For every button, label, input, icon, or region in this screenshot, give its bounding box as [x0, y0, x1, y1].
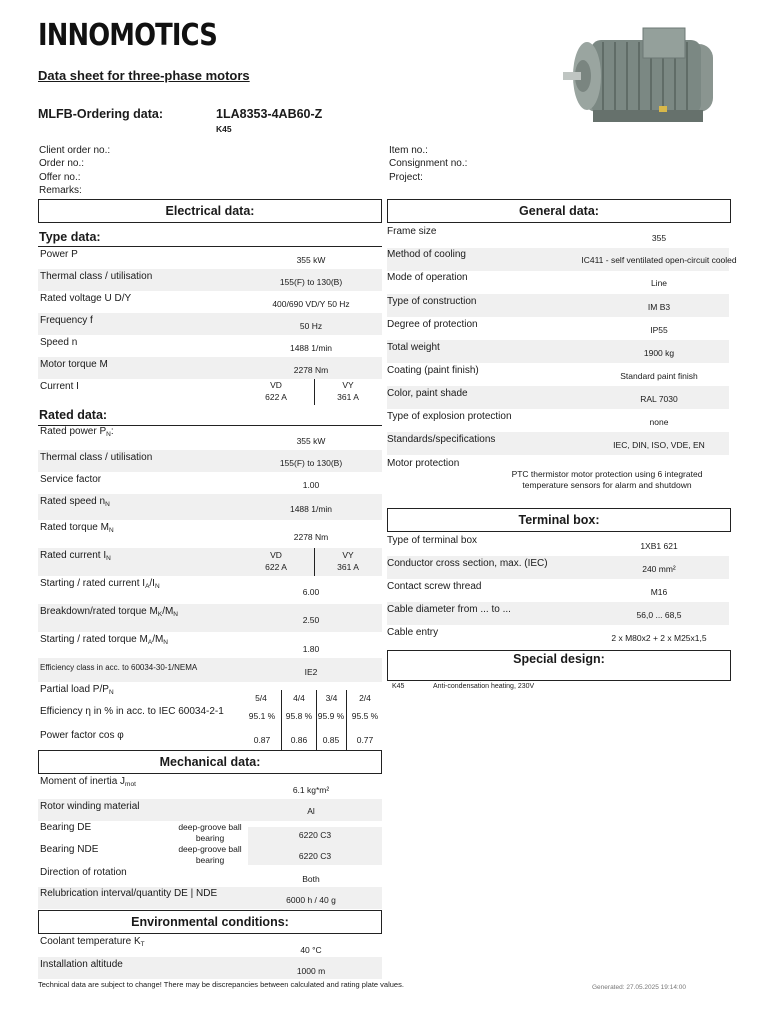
mech-row-bearing-de: [38, 821, 382, 843]
env-row-coolant: [38, 935, 382, 957]
row-label: Color, paint shade: [387, 388, 468, 399]
special-design-code: K45: [392, 683, 405, 690]
row-value: Standard paint finish: [620, 371, 698, 381]
general-data-table: [387, 224, 737, 500]
row-value: IC411 - self ventilated open-circuit cooled: [581, 255, 737, 265]
meta-left: [39, 144, 110, 197]
partial-load-table: [38, 682, 382, 750]
row-label: Thermal class / utilisation: [40, 452, 153, 463]
pf-value: 0.87: [253, 735, 271, 745]
terminal-row: [387, 625, 729, 648]
rated-row-power: [38, 426, 382, 450]
row-label: Speed n: [40, 337, 78, 348]
mlfb-option-code: K45: [216, 124, 232, 134]
terminal-row: [387, 533, 729, 556]
terminal-row: [387, 556, 729, 579]
footer-disclaimer: Technical data are subject to change! There may be discrepancies between calculated and rating plate values.: [38, 980, 404, 989]
row-value: 6220 C3: [248, 843, 382, 865]
row-value: 6220 C3: [248, 827, 382, 843]
row-value: none: [649, 417, 669, 427]
row-label: Type of explosion protection: [387, 411, 512, 422]
environmental-table: [38, 935, 382, 979]
row-value: 155(F) to 130(B): [279, 458, 343, 468]
mech-row-relubrication: [38, 887, 382, 909]
row-value: Al: [307, 806, 315, 816]
row-value: 1000 m: [296, 966, 326, 976]
generated-timestamp: Generated: 27.05.2025 19:14:00: [592, 984, 686, 991]
rated-row-efficiency-class: [38, 658, 382, 682]
type-row-speed: [38, 335, 382, 357]
general-row: [387, 248, 737, 271]
meta-order-no: Order no.:: [39, 158, 85, 170]
row-value: Both: [302, 874, 320, 884]
rated-row-torque: [38, 520, 382, 548]
row-label: Frame size: [387, 226, 437, 237]
type-row-thermal: [38, 269, 382, 291]
row-value: 1XB1 621: [640, 541, 678, 551]
special-design-header: Special design:: [387, 650, 731, 681]
general-row: [387, 294, 729, 317]
row-label: Type of construction: [387, 296, 477, 307]
mech-row-inertia: [38, 775, 382, 799]
general-row: [387, 386, 729, 409]
row-label: Cable diameter from ... to ...: [387, 604, 511, 615]
row-label: Contact screw thread: [387, 581, 482, 592]
row-value: 400/690 VD/Y 50 Hz: [272, 299, 350, 309]
terminal-row: [387, 602, 729, 625]
general-row: [387, 340, 729, 363]
type-row-frequency: [38, 313, 382, 335]
electrical-data-header: Electrical data:: [38, 199, 382, 223]
rated-row-starting-torque: [38, 632, 382, 658]
rated-row-thermal: [38, 450, 382, 472]
type-row-current: [38, 379, 382, 407]
terminal-box-header: Terminal box:: [387, 508, 731, 532]
row-label: Thermal class / utilisation: [40, 271, 153, 282]
row-value: 1900 kg: [643, 348, 675, 358]
row-label: Motor protection: [387, 458, 460, 469]
row-label: Bearing DE: [40, 822, 92, 833]
rated-current-vy-label: VY: [342, 550, 354, 560]
mech-row-rotor: [38, 799, 382, 821]
row-label: Conductor cross section, max. (IEC): [387, 558, 548, 569]
row-value: 2278 Nm: [293, 532, 329, 542]
rated-row-service: [38, 472, 382, 494]
row-value: 40 °C: [300, 945, 322, 955]
general-row: [387, 317, 729, 340]
env-row-altitude: [38, 957, 382, 979]
bearing-type: deep-groove ball bearing: [178, 844, 242, 865]
row-label: Rated torque $M_N$: [40, 522, 114, 534]
row-label: Bearing NDE: [40, 844, 99, 855]
row-value: 2.50: [302, 615, 320, 625]
rated-row-breakdown: [38, 604, 382, 632]
row-value: 155(F) to 130(B): [279, 277, 343, 287]
row-value: PTC thermistor motor protection using 6 integrated temperature sensors for alarm and shutdown: [511, 469, 703, 490]
mechanical-data-table: [38, 775, 382, 909]
rated-row-speed: [38, 494, 382, 520]
rated-current-vy-value: 361 A: [337, 562, 359, 572]
pf-value: 0.77: [356, 735, 374, 745]
row-label: Cable entry: [387, 627, 439, 638]
mlfb-value: 1LA8353-4AB60-Z: [216, 107, 323, 121]
rated-current-vd-label: VD: [270, 550, 282, 560]
mech-row-bearing-nde: [38, 843, 382, 865]
partial-header: 3/4: [325, 693, 338, 703]
general-row: [387, 271, 729, 294]
row-label: Breakdown/rated torque $M_K/M_N$: [40, 606, 178, 618]
type-row-power: [38, 247, 382, 269]
rated-data-title: Rated data:: [39, 408, 108, 422]
row-label: Method of cooling: [387, 249, 466, 260]
general-row: [387, 432, 729, 455]
row-value: 56,0 ... 68,5: [636, 610, 682, 620]
row-label: Type of terminal box: [387, 535, 478, 546]
row-value: 2 x M80x2 + 2 x M25x1,5: [611, 633, 707, 643]
terminal-box-table: [387, 533, 729, 649]
row-label: Service factor: [40, 474, 102, 485]
special-design-text: Anti-condensation heating, 230V: [433, 683, 535, 690]
row-label: Rated voltage U D/Y: [40, 293, 132, 304]
document-title: Data sheet for three-phase motors: [38, 68, 250, 83]
row-value: 2278 Nm: [293, 365, 329, 375]
rated-current-vd-value: 622 A: [265, 562, 287, 572]
row-label: Starting / rated current $I_A/I_N$: [40, 578, 160, 590]
meta-item-no: Item no.:: [389, 145, 428, 156]
row-value: 1488 1/min: [289, 504, 333, 514]
row-label: Rated current $I_N$: [40, 550, 111, 562]
row-value: IP55: [650, 325, 668, 335]
row-label: Moment of inertia $J_{mot}$: [40, 776, 136, 788]
row-label: Power P: [40, 249, 78, 260]
general-row-motor-protection: [387, 455, 729, 491]
row-label: Installation altitude: [40, 959, 123, 970]
row-label: Coating (paint finish): [387, 365, 479, 376]
terminal-row: [387, 579, 729, 602]
row-value: 1488 1/min: [289, 343, 333, 353]
rated-row-starting-current: [38, 576, 382, 604]
mech-row-direction: [38, 865, 382, 887]
power-factor-label: Power factor cos φ: [40, 730, 124, 741]
general-row: [387, 363, 729, 386]
current-vd-value: 622 A: [265, 392, 287, 402]
bearing-type: deep-groove ball bearing: [178, 822, 242, 843]
pf-value: 0.86: [290, 735, 308, 745]
row-value: 1.00: [302, 480, 320, 490]
efficiency-value: 95.5 %: [351, 711, 379, 721]
row-label: Direction of rotation: [40, 867, 127, 878]
row-value: 6000 h / 40 g: [286, 895, 336, 905]
row-value: 1.80: [302, 644, 320, 654]
current-vy-label: VY: [342, 380, 354, 390]
row-label: Standards/specifications: [387, 434, 496, 445]
row-value: IE2: [304, 667, 318, 677]
row-value: 50 Hz: [299, 321, 323, 331]
company-logo: INNOMOTICS: [38, 18, 217, 53]
row-value: IEC, DIN, ISO, VDE, EN: [613, 440, 705, 450]
environmental-header: Environmental conditions:: [38, 910, 382, 934]
type-row-voltage: [38, 291, 382, 313]
row-value: 6.1 kg*m²: [292, 785, 330, 795]
general-data-header: General data:: [387, 199, 731, 223]
meta-right: [389, 144, 467, 184]
row-label: Rotor winding material: [40, 801, 140, 812]
row-label: Coolant temperature $K_T$: [40, 936, 145, 948]
type-data-table: [38, 247, 382, 407]
row-value: 355 kW: [296, 255, 326, 265]
row-label: Starting / rated torque $M_A/M_N$: [40, 634, 168, 646]
row-label: Relubrication interval/quantity DE | NDE: [40, 888, 218, 899]
meta-project: Project:: [389, 171, 423, 183]
type-row-torque: [38, 357, 382, 379]
row-label: Motor torque M: [40, 359, 108, 370]
row-value: 6.00: [302, 587, 320, 597]
row-label: Current I: [40, 381, 79, 392]
row-value: RAL 7030: [640, 394, 678, 404]
partial-header: 5/4: [255, 693, 267, 703]
row-label: Efficiency class in acc. to 60034-30-1/NEMA: [40, 663, 198, 672]
partial-header: 4/4: [293, 693, 305, 703]
meta-client-order: Client order no.:: [39, 145, 111, 156]
meta-remarks: Remarks:: [39, 184, 82, 196]
efficiency-value: 95.8 %: [285, 711, 313, 721]
partial-header: 2/4: [359, 693, 371, 703]
row-label: Degree of protection: [387, 319, 478, 330]
efficiency-label: Efficiency η in % in acc. to IEC 60034-2-1: [40, 706, 224, 717]
row-value: Line: [650, 278, 668, 288]
row-value: 355 kW: [296, 436, 326, 446]
row-value: M16: [650, 587, 668, 597]
type-data-title: Type data:: [39, 230, 101, 244]
row-label: Rated power $P_N$:: [40, 426, 114, 438]
current-vy-value: 361 A: [337, 392, 359, 402]
general-row: [387, 224, 729, 248]
motor-image: [563, 22, 725, 130]
row-label: Mode of operation: [387, 272, 468, 283]
partial-load-label: Partial load $P/P_N$: [40, 684, 114, 696]
efficiency-value: 95.9 %: [317, 711, 345, 721]
row-value: 355: [651, 233, 667, 243]
meta-consignment-no: Consignment no.:: [389, 158, 468, 170]
mechanical-data-header: Mechanical data:: [38, 750, 382, 774]
row-value: 240 mm²: [642, 564, 676, 574]
rated-current-divider: [314, 548, 315, 576]
current-divider: [314, 379, 315, 405]
mlfb-label: MLFB-Ordering data:: [38, 107, 163, 121]
rated-data-table: [38, 426, 382, 750]
meta-offer-no: Offer no.:: [39, 171, 81, 183]
row-label: Total weight: [387, 342, 440, 353]
rated-row-current: [38, 548, 382, 576]
row-label: Frequency f: [40, 315, 93, 326]
general-row: [387, 409, 729, 432]
efficiency-value: 95.1 %: [248, 711, 276, 721]
row-label: Rated speed $n_N$: [40, 496, 110, 508]
row-value: IM B3: [647, 302, 671, 312]
pf-value: 0.85: [322, 735, 340, 745]
current-vd-label: VD: [270, 380, 282, 390]
